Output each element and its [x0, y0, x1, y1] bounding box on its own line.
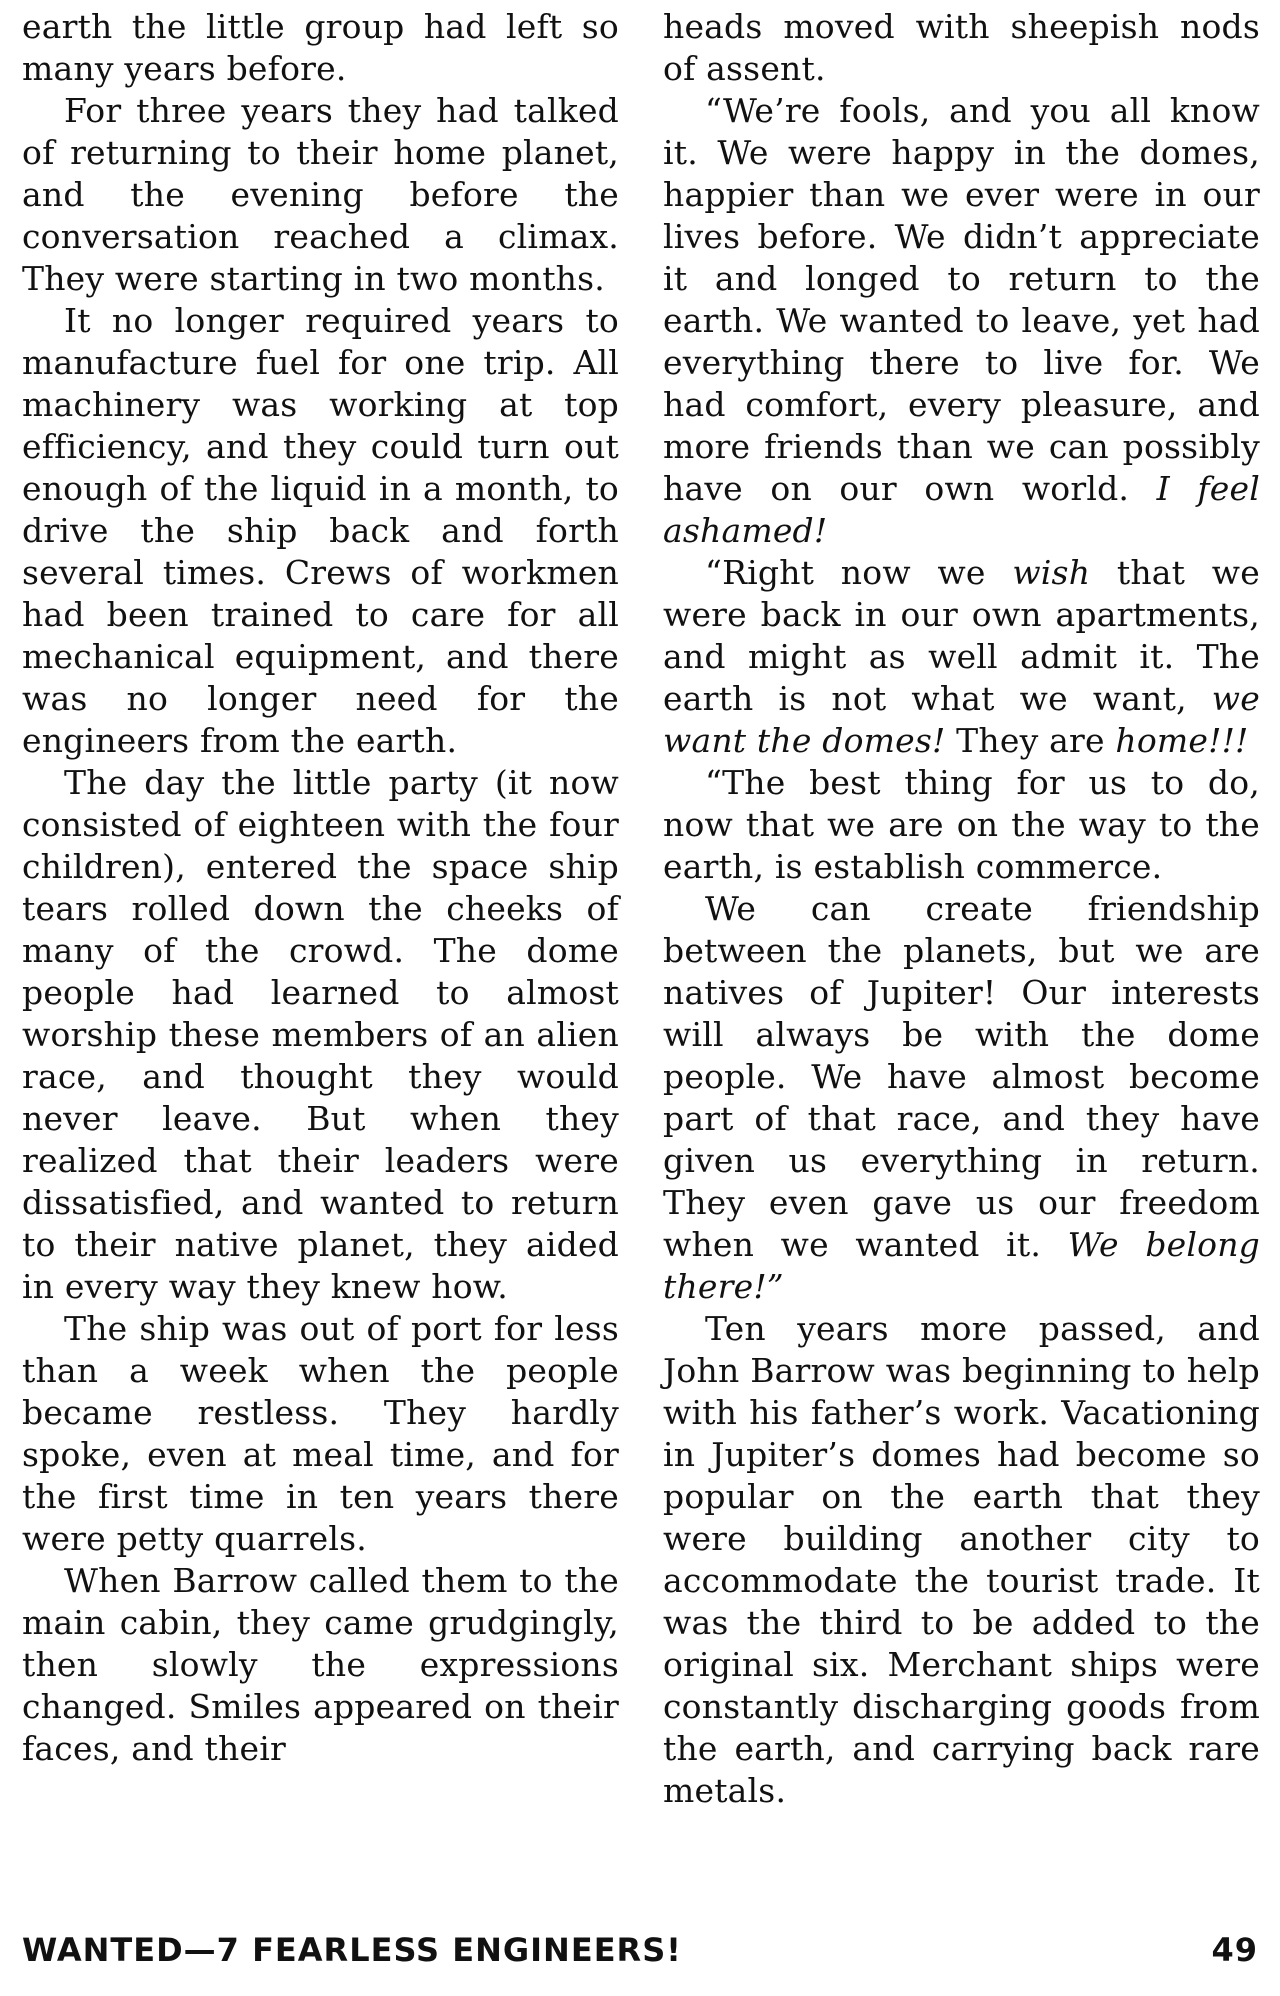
page-footer — [22, 1928, 1258, 1972]
text-columns — [22, 6, 1260, 1886]
paragraph: For three years they had talked of returning to their home planet, and the evening before the conversation reached a climax. They were starting in two months. — [22, 91, 619, 298]
running-title: WANTED—7 FEARLESS ENGINEERS! — [22, 1931, 682, 1969]
right-column — [663, 6, 1260, 1886]
paragraph — [663, 90, 1260, 552]
italic-text: home!!! — [1115, 721, 1249, 760]
paragraph — [663, 552, 1260, 762]
text-run: “We’re fools, and you all know it. We were happy in the domes, happier than we ever were in our lives before. We didn’t appreciate it and longed to return to the earth. We wanted to leave, yet had everything there to live for. We had comfort, every pleasure, and more friends than we can possibly have on our own world. — [663, 91, 1260, 508]
page-number: 49 — [1211, 1931, 1258, 1969]
paragraph: heads moved with sheepish nods of assent. — [663, 7, 1260, 88]
paragraph: It no longer required years to manufacture fuel for one trip. All machinery was working at top efficiency, and they could turn out enough of the liquid in a month, to drive the ship back and forth several times. Crews of workmen had been trained to care for all mechanical equipment, and there was no longer need for the engineers from the earth. — [22, 301, 619, 760]
paragraph: The ship was out of port for less than a week when the people became restless. They hardly spoke, even at meal time, and for the first time in ten years there were petty quarrels. — [22, 1309, 619, 1558]
left-column — [22, 6, 619, 1886]
italic-text: We belong there!” — [663, 1225, 1260, 1306]
paragraph: Ten years more passed, and John Barrow was beginning to help with his father’s work. Vacationing in Jupiter’s domes had become so popular on the earth that they were building another city to accommodate the tourist trade. It was the third to be added to the original six. Merchant ships were constantly discharging goods from the earth, and carrying back rare metals. — [663, 1309, 1260, 1810]
text-run: “Right now we — [705, 553, 986, 592]
paragraph: The day the little party (it now consisted of eighteen with the four children), entered the space ship tears rolled down the cheeks of many of the crowd. The dome people had learned to almost worship these members of an alien race, and thought they would never leave. But when they realized that their leaders were dissatisfied, and wanted to return to their native planet, they aided in every way they knew how. — [22, 763, 619, 1306]
italic-text: I feel ashamed! — [663, 469, 1260, 550]
paragraph: earth the little group had left so many years before. — [22, 7, 619, 88]
paragraph — [663, 888, 1260, 1308]
italic-text: we want the domes! — [663, 679, 1260, 760]
text-run: We can create friendship between the planets, but we are natives of Jupiter! Our interests will always be with the dome people. We have almost become part of that race, and they have given us everything in return. They even gave us our freedom when we wanted it. — [663, 889, 1260, 1264]
paragraph: When Barrow called them to the main cabin, they came grudgingly, then slowly the expressions changed. Smiles appeared on their faces, and their — [22, 1561, 619, 1768]
text-run: They are — [956, 721, 1105, 760]
text-run: that we were back in our own apartments, and might as well admit it. The earth is not what we want, — [663, 553, 1260, 718]
italic-text: wish — [1012, 553, 1091, 592]
paragraph: “The best thing for us to do, now that we are on the way to the earth, is establish commerce. — [663, 763, 1260, 886]
